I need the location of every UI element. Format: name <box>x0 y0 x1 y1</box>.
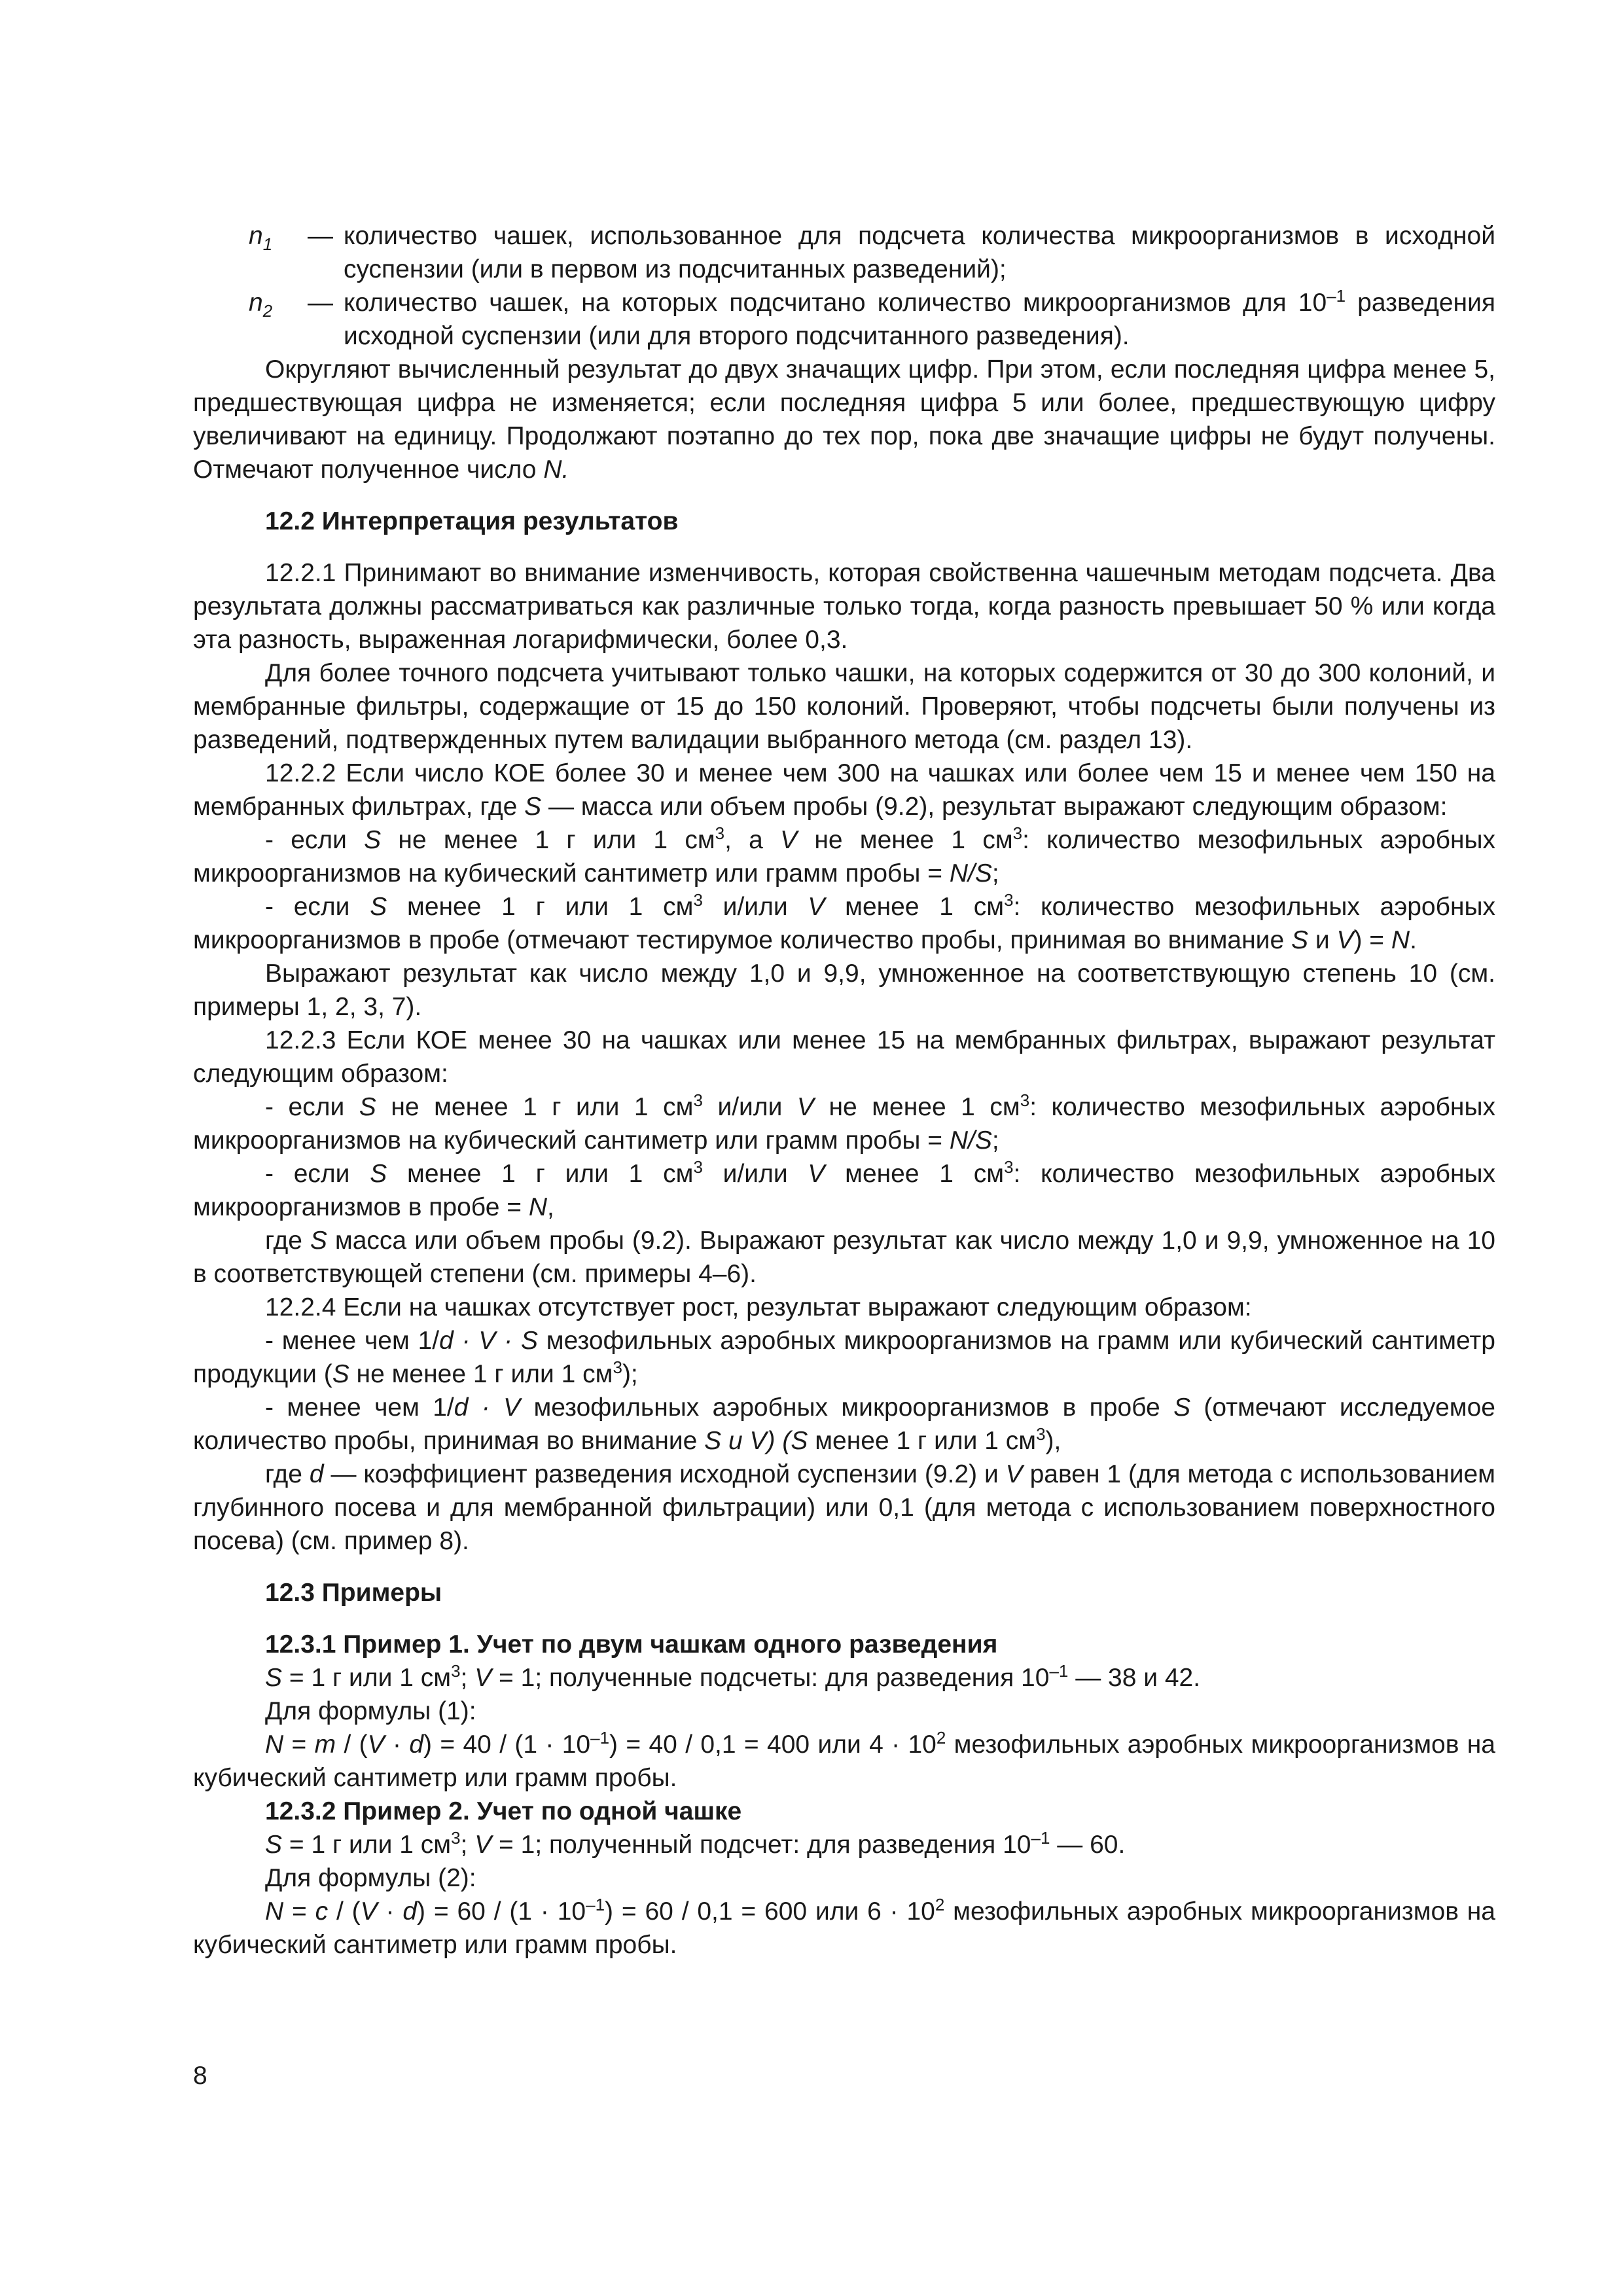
bullet-item: - если S не менее 1 г или 1 $см^3$, а V не менее 1 $см^3$: количество мезофильных аэробных микроорганизмов на кубический сантиметр или грамм пробы = N/S; <box>193 823 1496 888</box>
paragraph-12-2-2: 12.2.2 Если число КОЕ более 30 и менее чем 300 на чашках или более чем 15 и менее чем 150 на мембранных фильтрах, где S — масса или объем пробы (9.2), результат выражают следующим образом: <box>193 759 1495 821</box>
legend-dash: — <box>308 222 333 250</box>
paragraph-where-s: где S масса или объем пробы (9.2). Выражают результат как число между 1,0 и 9,9, умноженное на 10 в соответствующей степени (см. примеры 4–6). <box>193 1227 1495 1288</box>
example-1-heading: 12.3.1 Пример 1. Учет по двум чашкам одного разведения <box>265 1630 998 1659</box>
legend-symbol: $n_2$ <box>249 289 273 321</box>
example-2-heading: 12.3.2 Пример 2. Учет по одной чашке <box>265 1797 742 1825</box>
paragraph-express: Выражают результат как число между 1,0 и 9,9, умноженное на соответствующую степень 10 (см. примеры 1, 2, 3, 7). <box>193 960 1495 1021</box>
paragraph-12-2-1: 12.2.1 Принимают во внимание изменчивость, которая свойственна чашечным методам подсчета. Два результата должны рассматриваться как различные только тогда, когда разность превышает 50 % или когда эта разность, выраженная логарифмически, более 0,3. <box>193 559 1495 654</box>
bullet-item: - если S менее 1 г или 1 $см^3$ и/или V менее 1 $см^3$: количество мезофильных аэробных микроорганизмов в пробе = N, <box>193 1157 1496 1221</box>
legend-text: количество чашек, использованное для подсчета количества микроорганизмов в исходной суспензии (или в первом из подсчитанных разведений); <box>344 222 1495 283</box>
example-1-conditions: S = 1 г или 1 $см^3$; V = 1; полученные подсчеты: для разведения $10^{-1}$ — 38 и 42. <box>265 1661 1201 1692</box>
example-1-formula-label: Для формулы (1): <box>265 1697 476 1725</box>
paragraph-12-2-4: 12.2.4 Если на чашках отсутствует рост, результат выражают следующим образом: <box>265 1293 1252 1321</box>
legend-n2 <box>193 286 1495 353</box>
page-body <box>193 219 1495 1962</box>
paragraph-precise-count: Для более точного подсчета учитывают только чашки, на которых содержится от 30 до 300 колоний, и мембранные фильтры, содержащие от 15 до 150 колоний. Проверяют, чтобы подсчеты были получены из разведений, подтвержденных путем валидации выбранного метода (см. раздел 13). <box>193 659 1495 754</box>
example-2-formula-label: Для формулы (2): <box>265 1864 476 1892</box>
legend-symbol: $n_1$ <box>249 222 273 254</box>
page-number: 8 <box>193 2062 207 2090</box>
legend-dash: — <box>308 289 333 317</box>
section-heading-12-3: 12.3 Примеры <box>265 1579 442 1607</box>
bullet-item: - менее чем 1/d · V · S мезофильных аэробных микроорганизмов на грамм или кубический сантиметр продукции (S не менее 1 г или 1 $см^3$); <box>193 1327 1495 1388</box>
bullet-item: - менее чем 1/d · V мезофильных аэробных микроорганизмов в пробе S (отмечают исследуемое количество пробы, принимая во внимание S и V) (S менее 1 г или 1 $см^3$), <box>193 1393 1495 1455</box>
example-1-formula: $N = m / (V \cdot d) = 40 / (1 \cdot 10^{-1}) = 40 / 0,1 = 400$ или $4 \cdot 10^2$ мезофильных аэробных микроорганизмов на кубический сантиметр или грамм пробы. <box>193 1728 1495 1792</box>
bullet-item: - если S менее 1 г или 1 $см^3$ и/или V менее 1 $см^3$: количество мезофильных аэробных микроорганизмов в пробе (отмечают тестирумое количество пробы, принимая во внимание S и V) = N. <box>193 890 1496 954</box>
bullet-item: - если S не менее 1 г или 1 $см^3$ и/или V не менее 1 $см^3$: количество мезофильных аэробных микроорганизмов на кубический сантиметр или грамм пробы = N/S; <box>193 1090 1496 1155</box>
legend-n1 <box>193 219 1495 286</box>
paragraph-rounding: Округляют вычисленный результат до двух значащих цифр. При этом, если последняя цифра менее 5, предшествующая цифра не изменяется; если последняя цифра 5 или более, предшествующую цифру увеличивают на единицу. Продолжают поэтапно до тех пор, пока две значащие цифры не будут получены. Отмечают полученное число N. <box>193 355 1495 484</box>
example-2-formula: $N = c / (V \cdot d) = 60 / (1 \cdot 10^{-1}) = 60 / 0,1 = 600$ или $6 \cdot 10^2$ мезофильных аэробных микроорганизмов на кубический сантиметр или грамм пробы. <box>193 1895 1495 1959</box>
section-heading-12-2: 12.2 Интерпретация результатов <box>265 507 679 535</box>
paragraph-12-2-3: 12.2.3 Если КОЕ менее 30 на чашках или менее 15 на мембранных фильтрах, выражают результат следующим образом: <box>193 1026 1495 1088</box>
legend-text: количество чашек, на которых подсчитано количество микроорганизмов для $10^{-1}$ разведения исходной суспензии (или для второго подсчитанного разведения). <box>344 286 1495 350</box>
paragraph-where-d: где d — коэффициент разведения исходной суспензии (9.2) и V равен 1 (для метода с использованием глубинного посева и для мембранной фильтрации) или 0,1 (для метода с использованием поверхностного посева) (см. пример 8). <box>193 1460 1495 1555</box>
example-2-conditions: S = 1 г или 1 $см^3$; V = 1; полученный подсчет: для разведения $10^{-1}$ — 60. <box>265 1828 1126 1859</box>
